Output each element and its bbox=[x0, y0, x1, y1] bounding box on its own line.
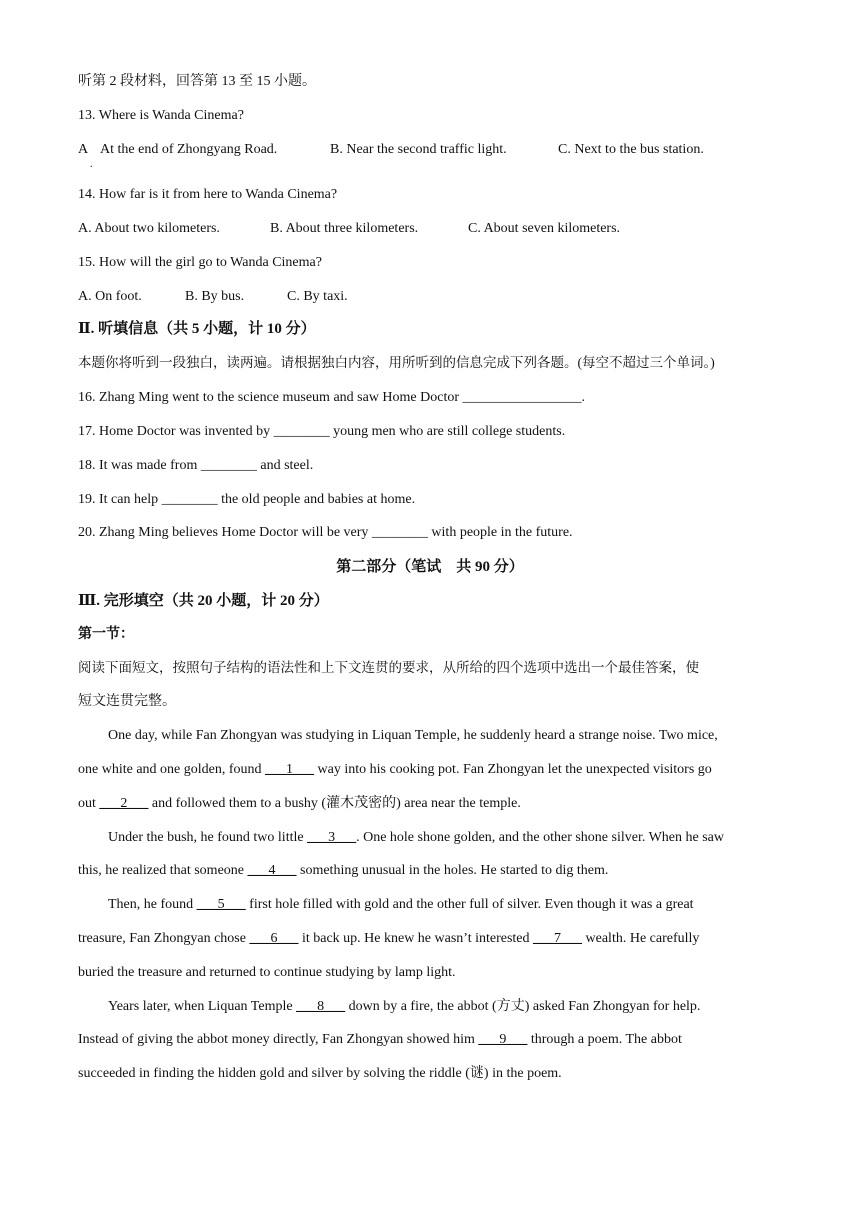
question-16: 16. Zhang Ming went to the science museum and saw Home Doctor _________________. bbox=[78, 390, 586, 405]
part-3-instruction-line-2: 短文连贯完整。 bbox=[78, 694, 176, 709]
passage-line: One day, while Fan Zhongyan was studying in Liquan Temple, he suddenly heard a strange noise. Two mice, bbox=[108, 728, 718, 743]
passage-line: buried the treasure and returned to continue studying by lamp light. bbox=[78, 965, 456, 980]
question-20: 20. Zhang Ming believes Home Doctor will be very ________ with people in the future. bbox=[78, 525, 573, 540]
blank-5: ___5___ bbox=[196, 897, 246, 912]
blank-2: ___2___ bbox=[99, 796, 149, 811]
part-3-instruction-line-1: 阅读下面短文，按照句子结构的语法性和上下文连贯的要求，从所给的四个选项中选出一个最佳答案，使 bbox=[78, 660, 699, 675]
question-14-option-c: C. About seven kilometers. bbox=[468, 221, 621, 236]
question-14-option-b: B. About three kilometers. bbox=[270, 221, 419, 236]
part-3-heading: Ⅲ. 完形填空（共 20 小题，计 20 分） bbox=[78, 593, 329, 609]
passage-line: out ___2___ and followed them to a bushy (灌木茂密的) area near the temple. bbox=[78, 796, 521, 811]
section-2-title: 第二部分（笔试 共 90 分） bbox=[336, 559, 524, 575]
part-2-heading: Ⅱ. 听填信息（共 5 小题，计 10 分） bbox=[78, 321, 316, 337]
question-17: 17. Home Doctor was invented by ________ young men who are still college students. bbox=[78, 424, 566, 439]
question-13-option-a-label: A bbox=[78, 142, 89, 157]
question-18: 18. It was made from ________ and steel. bbox=[78, 458, 314, 473]
question-14-stem: 14. How far is it from here to Wanda Cinema? bbox=[78, 187, 338, 202]
question-15-stem: 15. How will the girl go to Wanda Cinema? bbox=[78, 255, 322, 270]
passage-line: one white and one golden, found ___1___ way into his cooking pot. Fan Zhongyan let the unexpected visitors go bbox=[78, 762, 712, 777]
passage-line: this, he realized that someone ___4___ something unusual in the holes. He started to dig them. bbox=[78, 863, 609, 878]
blank-7: ___7___ bbox=[533, 931, 583, 946]
question-19: 19. It can help ________ the old people and babies at home. bbox=[78, 492, 416, 507]
blank-1: ___1___ bbox=[265, 762, 315, 777]
blank-3: ___3___ bbox=[307, 830, 357, 845]
part-3-subheading: 第一节： bbox=[78, 627, 134, 642]
blank-9: ___9___ bbox=[478, 1032, 528, 1047]
passage-line: Instead of giving the abbot money directly, Fan Zhongyan showed him ___9___ through a poem. The abbot bbox=[78, 1032, 682, 1047]
passage-line: Years later, when Liquan Temple ___8___ down by a fire, the abbot (方丈) asked Fan Zhongyan for help. bbox=[108, 999, 701, 1014]
blank-8: ___8___ bbox=[296, 999, 346, 1014]
part-2-instruction: 本题你将听到一段独白，读两遍。请根据独白内容，用所听到的信息完成下列各题。(每空不超过三个单词。) bbox=[78, 355, 715, 370]
passage-line: Under the bush, he found two little ___3___. One hole shone golden, and the other shone silver. When he saw bbox=[108, 830, 725, 845]
blank-6: ___6___ bbox=[249, 931, 299, 946]
question-13-option-b: B. Near the second traffic light. bbox=[330, 142, 507, 157]
question-15-option-a: A. On foot. bbox=[78, 289, 142, 304]
question-13-dot: . bbox=[90, 159, 93, 170]
blank-4: ___4___ bbox=[247, 863, 297, 878]
passage-line: succeeded in finding the hidden gold and silver by solving the riddle (谜) in the poem. bbox=[78, 1066, 562, 1081]
question-15-option-b: B. By bus. bbox=[185, 289, 245, 304]
question-13-option-a: At the end of Zhongyang Road. bbox=[100, 142, 278, 157]
passage-line: treasure, Fan Zhongyan chose ___6___ it back up. He knew he wasn’t interested ___7___ wealth. He carefully bbox=[78, 931, 700, 946]
passage-line: Then, he found ___5___ first hole filled with gold and the other full of silver. Even though it was a great bbox=[108, 897, 694, 912]
section-intro: 听第 2 段材料，回答第 13 至 15 小题。 bbox=[78, 74, 316, 89]
question-13-option-c: C. Next to the bus station. bbox=[558, 142, 704, 157]
question-15-option-c: C. By taxi. bbox=[287, 289, 348, 304]
question-13-stem: 13. Where is Wanda Cinema? bbox=[78, 108, 244, 123]
question-14-option-a: A. About two kilometers. bbox=[78, 221, 220, 236]
